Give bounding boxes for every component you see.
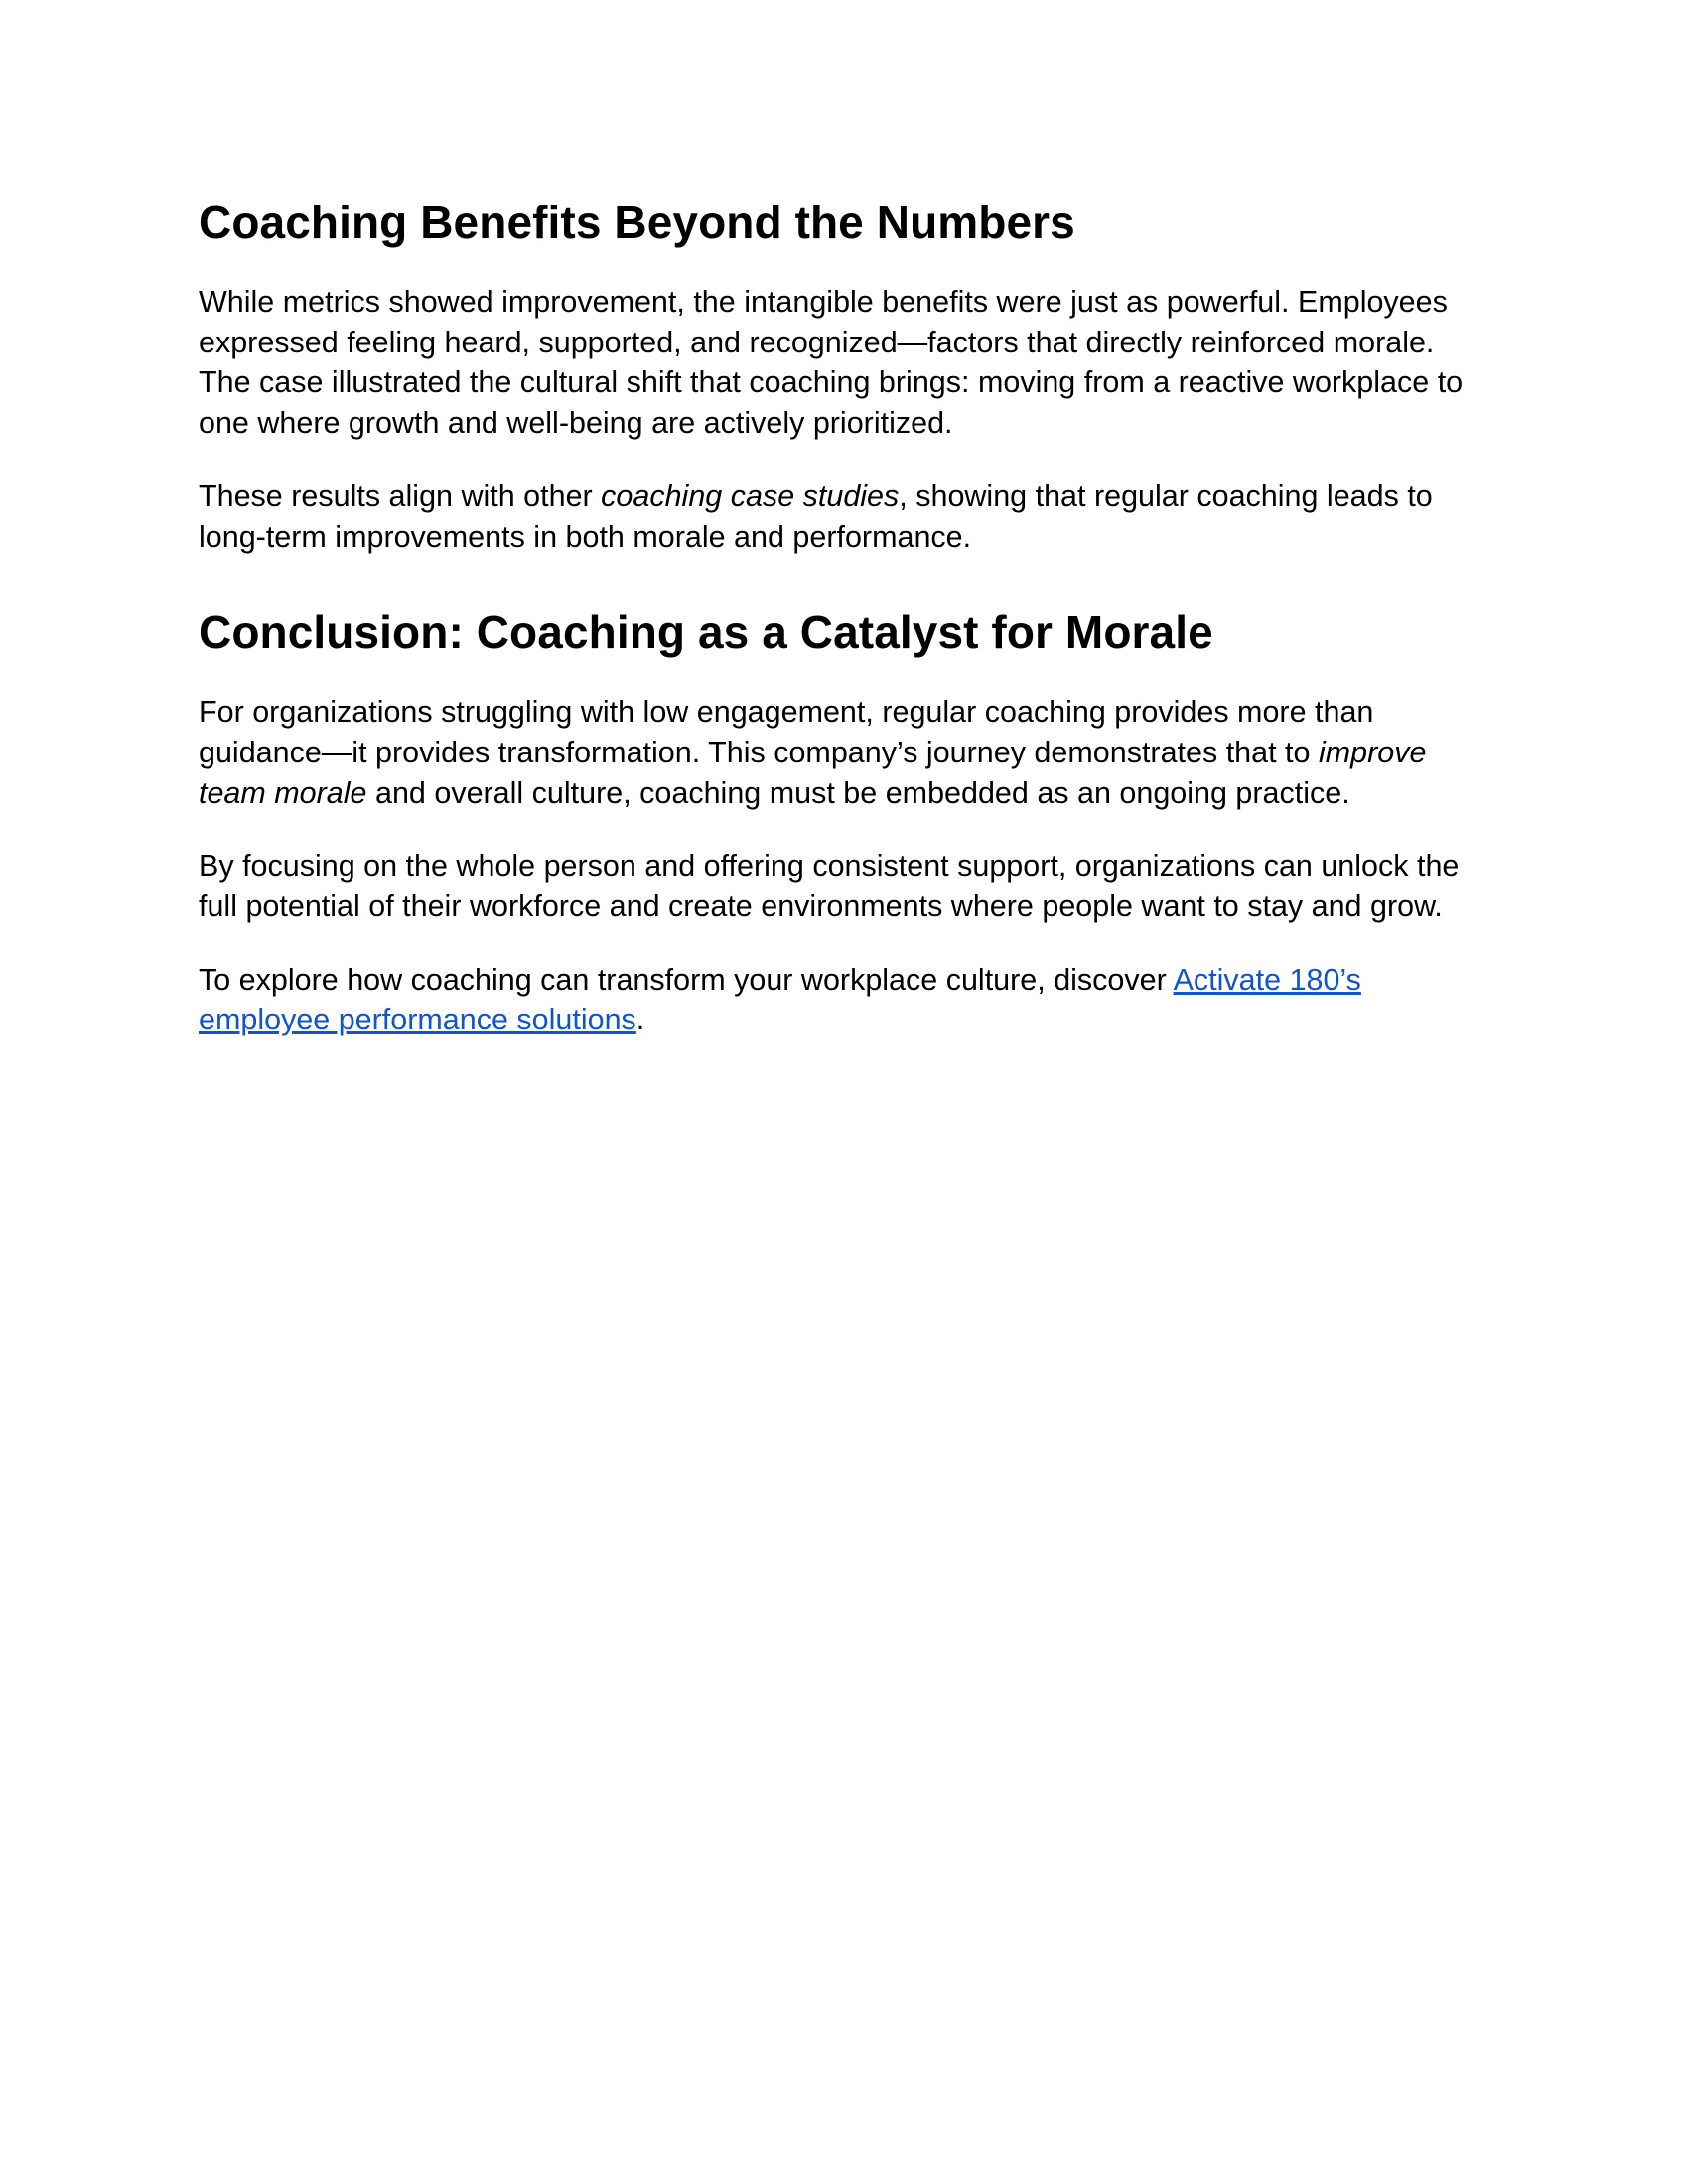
section-heading-benefits: Coaching Benefits Beyond the Numbers: [199, 197, 1075, 248]
explore-paragraph: [199, 960, 1489, 1040]
conclusion-emphasis: improve team morale: [199, 735, 1427, 810]
explore-text-after: .: [635, 1003, 645, 1037]
document-page: [199, 195, 1489, 1040]
benefits-paragraph: While metrics showed improvement, the intangible benefits were just as powerful. Employees expressed feeling heard, supported, and recognized—factors that directly reinforced morale. The case illustrated the cultural shift that coaching brings: moving from a reactive workplace to one where growth and well-being are actively prioritized.: [199, 285, 1464, 441]
conclusion-text-before: For organizations struggling with low engagement, regular coaching provides more than guidance—it provides transformation. This company’s journey demonstrates that to: [199, 695, 1374, 769]
whole-person-paragraph: By focusing on the whole person and offering consistent support, organizations can unlock the full potential of their workforce and create environments where people want to stay and grow.: [199, 849, 1460, 924]
case-studies-emphasis: coaching case studies: [601, 478, 900, 513]
case-studies-paragraph: [199, 477, 1489, 557]
conclusion-text-after: and overall culture, coaching must be embedded as an ongoing practice.: [366, 775, 1350, 810]
case-studies-text-after: , showing that regular coaching leads to long-term improvements in both morale and performance.: [199, 478, 1433, 554]
case-studies-text-before: These results align with other: [199, 478, 602, 513]
solutions-link[interactable]: Activate 180’s employee performance solutions: [199, 962, 1361, 1037]
conclusion-paragraph: [199, 692, 1489, 813]
section-heading-conclusion: Conclusion: Coaching as a Catalyst for Morale: [199, 607, 1213, 659]
explore-text-before: To explore how coaching can transform your workplace culture, discover: [199, 962, 1174, 997]
